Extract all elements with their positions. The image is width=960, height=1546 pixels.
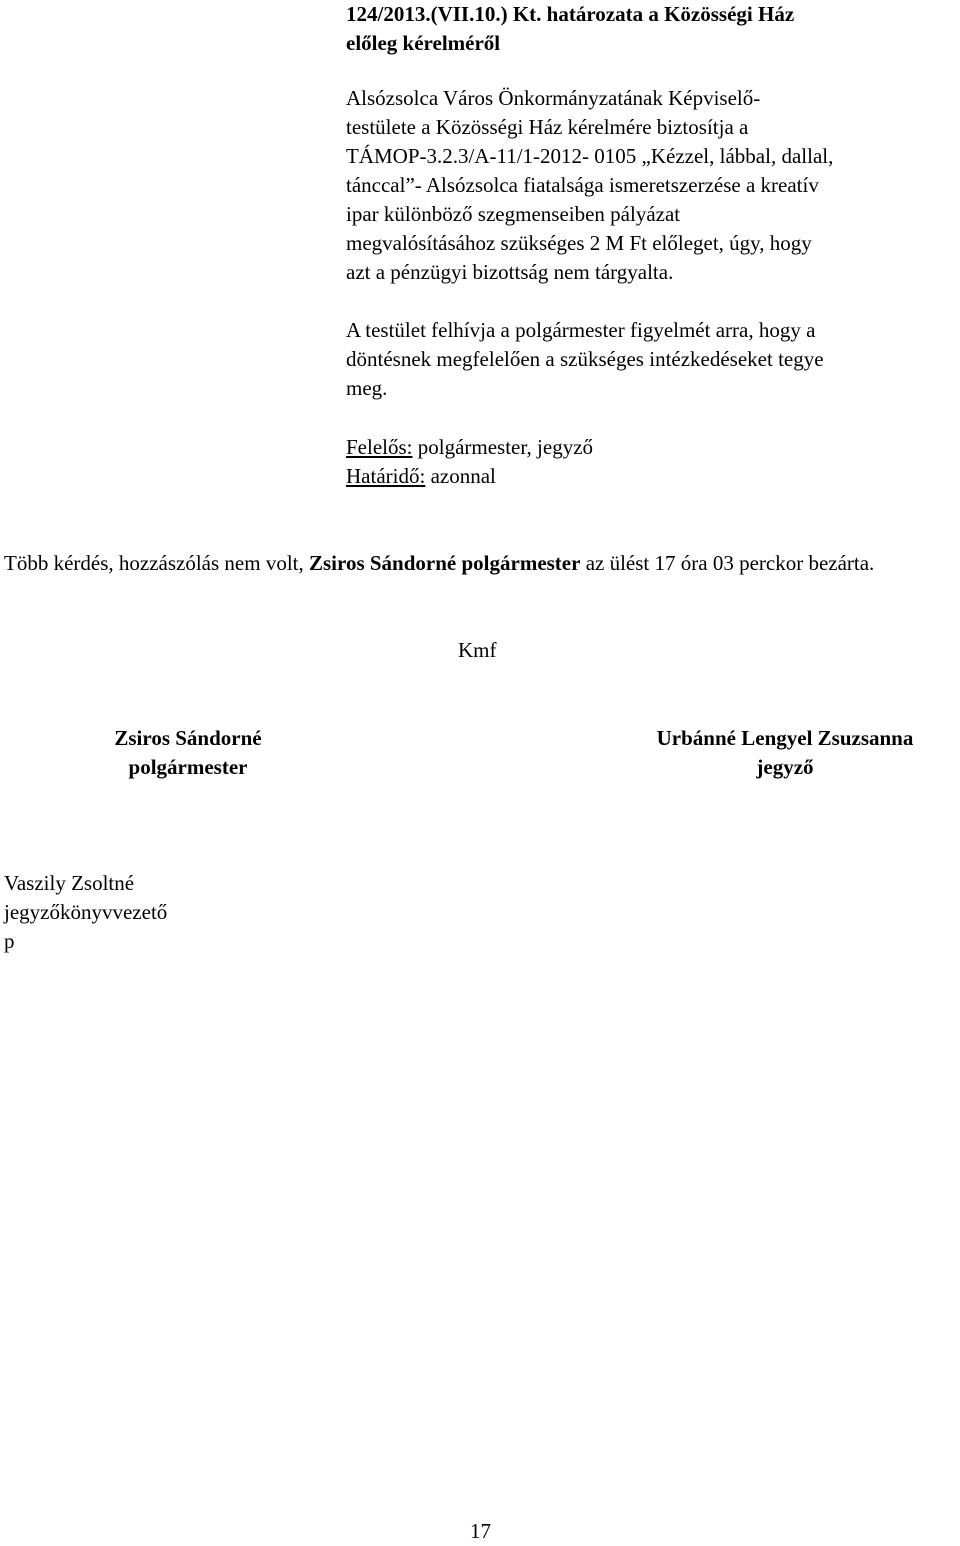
responsible-row [346, 433, 906, 462]
closing-text-start: Több kérdés, hozzászólás nem volt, [4, 551, 309, 575]
decision-line: megvalósításához szükséges 2 M Ft előleget, úgy, hogy [346, 231, 812, 255]
kmf-label: Kmf [458, 638, 497, 662]
decision-line: testülete a Közösségi Ház kérelmére biztosítja a [346, 115, 749, 139]
resolution-decision [346, 84, 936, 287]
signature-notary-role: jegyző [756, 755, 814, 779]
deadline-row [346, 462, 906, 491]
responsible-value: polgármester, jegyző [412, 435, 594, 459]
instruction-line: meg. [346, 376, 388, 400]
decision-line: Alsózsolca Város Önkormányzatának Képviselő- [346, 86, 761, 110]
deadline-label: Határidő: [346, 464, 426, 488]
resolution-title [346, 0, 926, 58]
decision-line: ipar különböző szegmenseiben pályázat [346, 202, 681, 226]
responsible-label: Felelős: [346, 435, 413, 459]
closing-paragraph [4, 549, 959, 578]
decision-line: TÁMOP-3.2.3/A-11/1-2012- 0105 „Kézzel, lábbal, dallal, [346, 144, 834, 168]
signature-mayor-name: Zsiros Sándorné [114, 726, 262, 750]
resolution-title-line-2: előleg kérelméről [346, 31, 501, 55]
instruction-line: A testület felhívja a polgármester figyelmét arra, hogy a [346, 318, 816, 342]
resolution-body [346, 84, 936, 403]
recorder-role: jegyzőkönyvvezető [4, 900, 168, 924]
decision-line: azt a pénzügyi bizottság nem tárgyalta. [346, 260, 674, 284]
signature-mayor-role: polgármester [128, 755, 248, 779]
resolution-title-line-1: 124/2013.(VII.10.) Kt. határozata a Közösségi Ház [346, 2, 795, 26]
recorder-name: Vaszily Zsoltné [4, 871, 135, 895]
minutes-recorder [4, 869, 304, 956]
page-number: 17 [470, 1519, 491, 1543]
signature-mayor [96, 724, 280, 782]
deadline-value: azonnal [425, 464, 496, 488]
decision-line: tánccal”- Alsózsolca fiatalsága ismeretszerzése a kreatív [346, 173, 819, 197]
signature-notary [629, 724, 941, 782]
resolution-instruction [346, 316, 936, 403]
closing-text-end: az ülést 17 óra 03 perckor bezárta. [580, 551, 875, 575]
responsibility-block [346, 433, 906, 491]
instruction-line: döntésnek megfelelően a szükséges intézkedéseket tegye [346, 347, 824, 371]
signature-notary-name: Urbánné Lengyel Zsuzsanna [656, 726, 914, 750]
recorder-mark: p [4, 929, 15, 953]
closing-mayor-name: Zsiros Sándorné polgármester [309, 551, 581, 575]
